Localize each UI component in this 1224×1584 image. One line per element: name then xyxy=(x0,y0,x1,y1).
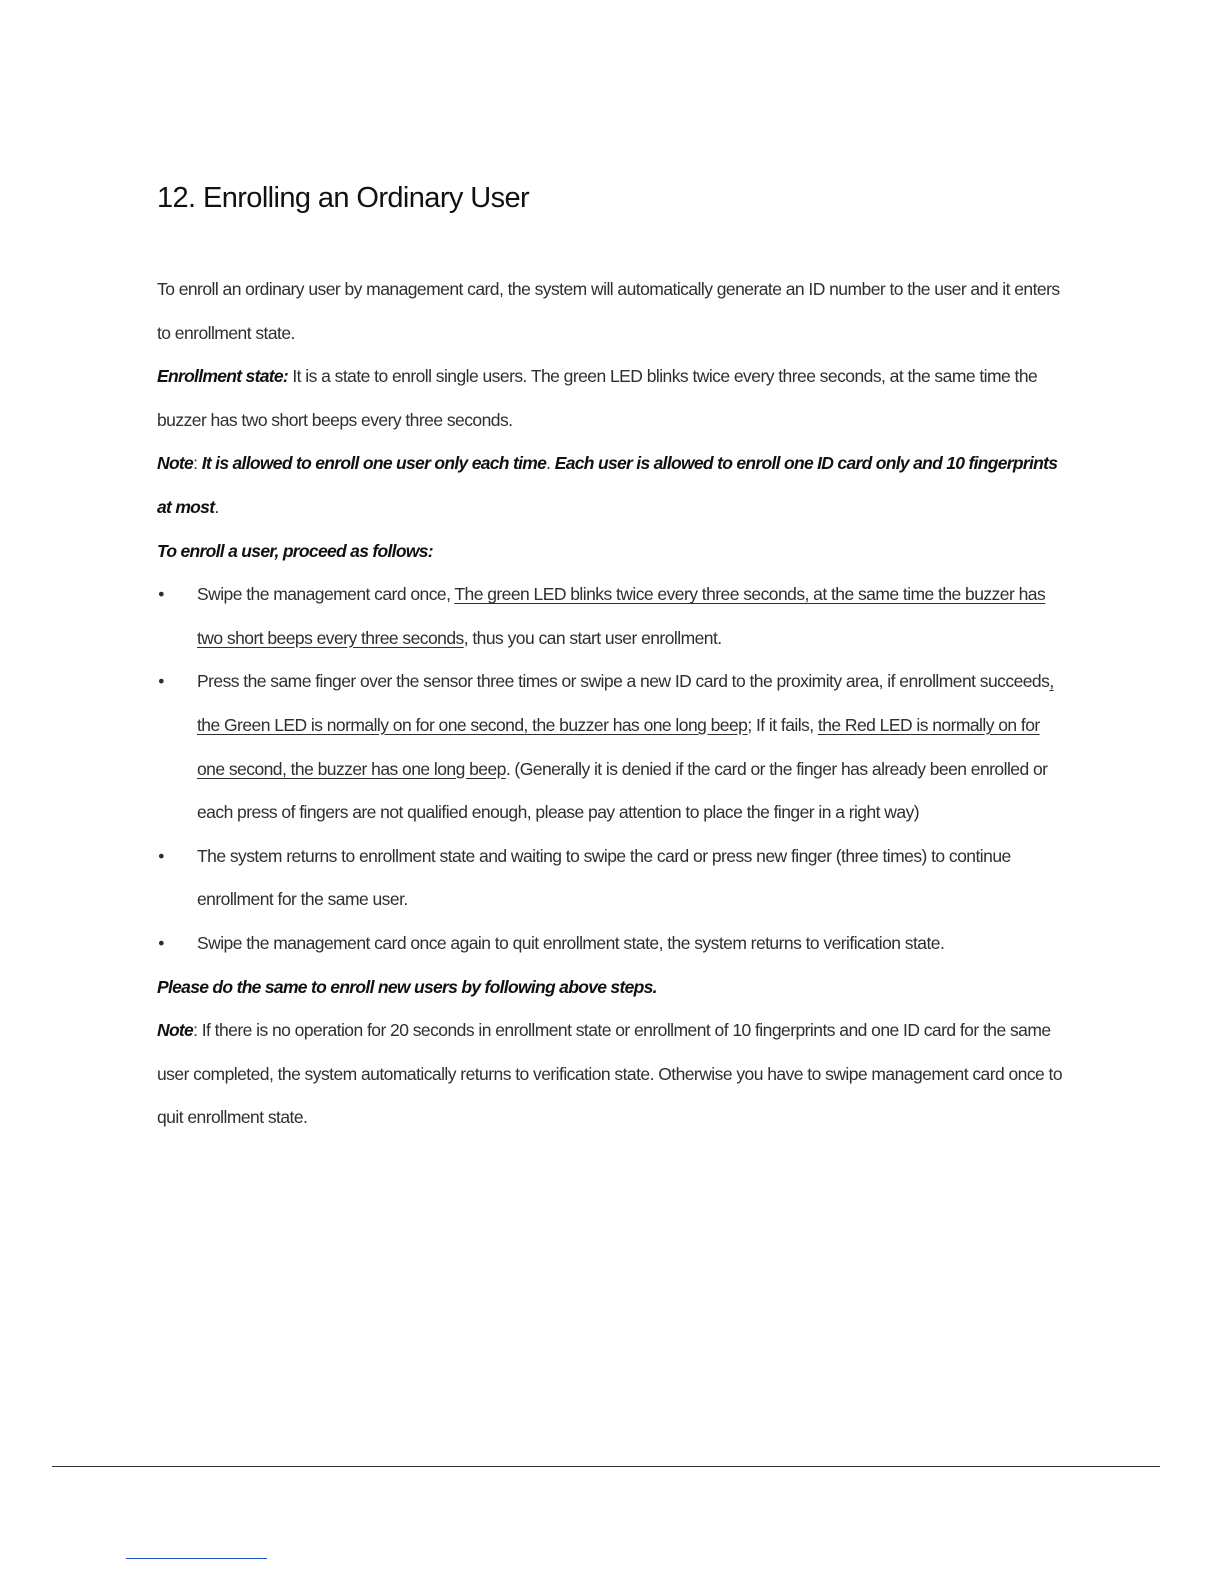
step-underlined-text: The green LED blinks twice every three seconds, at the same time the buzzer has two short beeps every three seconds xyxy=(197,584,1046,648)
step-underlined-text: the Red LED is normally on for one second, the buzzer has one long beep xyxy=(197,714,1040,779)
intro-paragraph: To enroll an ordinary user by management card, the system will automatically generate an ID number to the user and it enters to enrollment state. xyxy=(157,279,1060,343)
final-note-text: : If there is no operation for 20 seconds in enrollment state or enrollment of 10 fingerprints and one ID card for the same user completed, the system automatically returns to verification state. Otherwise you have to swipe management card once to quit enrollment state. xyxy=(157,1020,1063,1128)
note-paragraph xyxy=(157,442,1067,529)
step-text: The system returns to enrollment state and waiting to swipe the card or press new finger (three times) to continue enrollment for the same user. xyxy=(197,845,1011,910)
note-end: . xyxy=(214,496,219,517)
final-note-paragraph xyxy=(157,1009,1067,1140)
bullet-icon: • xyxy=(158,845,164,866)
bullet-icon: • xyxy=(158,671,164,692)
enrollment-state-text: It is a state to enroll single users. The green LED blinks twice every three seconds, at the same time the buzzer has two short beeps every three seconds. xyxy=(157,366,1038,430)
step-text: , thus you can start user enrollment. xyxy=(463,627,722,648)
list-item xyxy=(157,835,1067,922)
footer-link-underline[interactable] xyxy=(126,1558,267,1559)
footer-divider xyxy=(52,1466,1160,1467)
note-text-one-card: Each user is allowed to enroll one ID card only and 10 fingerprints at most xyxy=(157,453,1058,517)
repeat-note: Please do the same to enroll new users by following above steps. xyxy=(157,976,657,997)
step-text: Swipe the management card once again to quit enrollment state, the system returns to verification state. xyxy=(197,932,945,953)
step-text: ; If it fails, xyxy=(747,714,818,735)
step-text: Swipe the management card once, xyxy=(197,584,455,605)
proceed-heading: To enroll a user, proceed as follows: xyxy=(157,540,433,561)
enrollment-steps-list xyxy=(157,573,1067,965)
note-text-one-user: It is allowed to enroll one user only each time xyxy=(201,453,547,474)
list-item xyxy=(157,573,1067,660)
note-separator: : xyxy=(193,453,202,474)
enrollment-state-paragraph xyxy=(157,355,1067,442)
enrollment-state-label: Enrollment state: xyxy=(157,366,289,387)
step-text: Press the same finger over the sensor three times or swipe a new ID card to the proximity area, if enrollment succeeds xyxy=(197,671,1050,692)
note-dot: . xyxy=(546,453,555,474)
step-text: . (Generally it is denied if the card or the finger has already been enrolled or each press of fingers are not qualified enough, please pay attention to place the finger in a right way) xyxy=(197,758,1048,823)
step-underlined-text: , the Green LED is normally on for one second, the buzzer has one long beep xyxy=(197,671,1054,735)
bullet-icon: • xyxy=(158,584,164,605)
document-body xyxy=(157,268,1067,1140)
page-title: 12. Enrolling an Ordinary User xyxy=(157,182,530,214)
list-item xyxy=(157,660,1067,834)
final-note-label: Note xyxy=(157,1020,194,1041)
list-item xyxy=(157,922,1067,966)
note-label: Note xyxy=(157,453,194,474)
bullet-icon: • xyxy=(158,932,164,953)
